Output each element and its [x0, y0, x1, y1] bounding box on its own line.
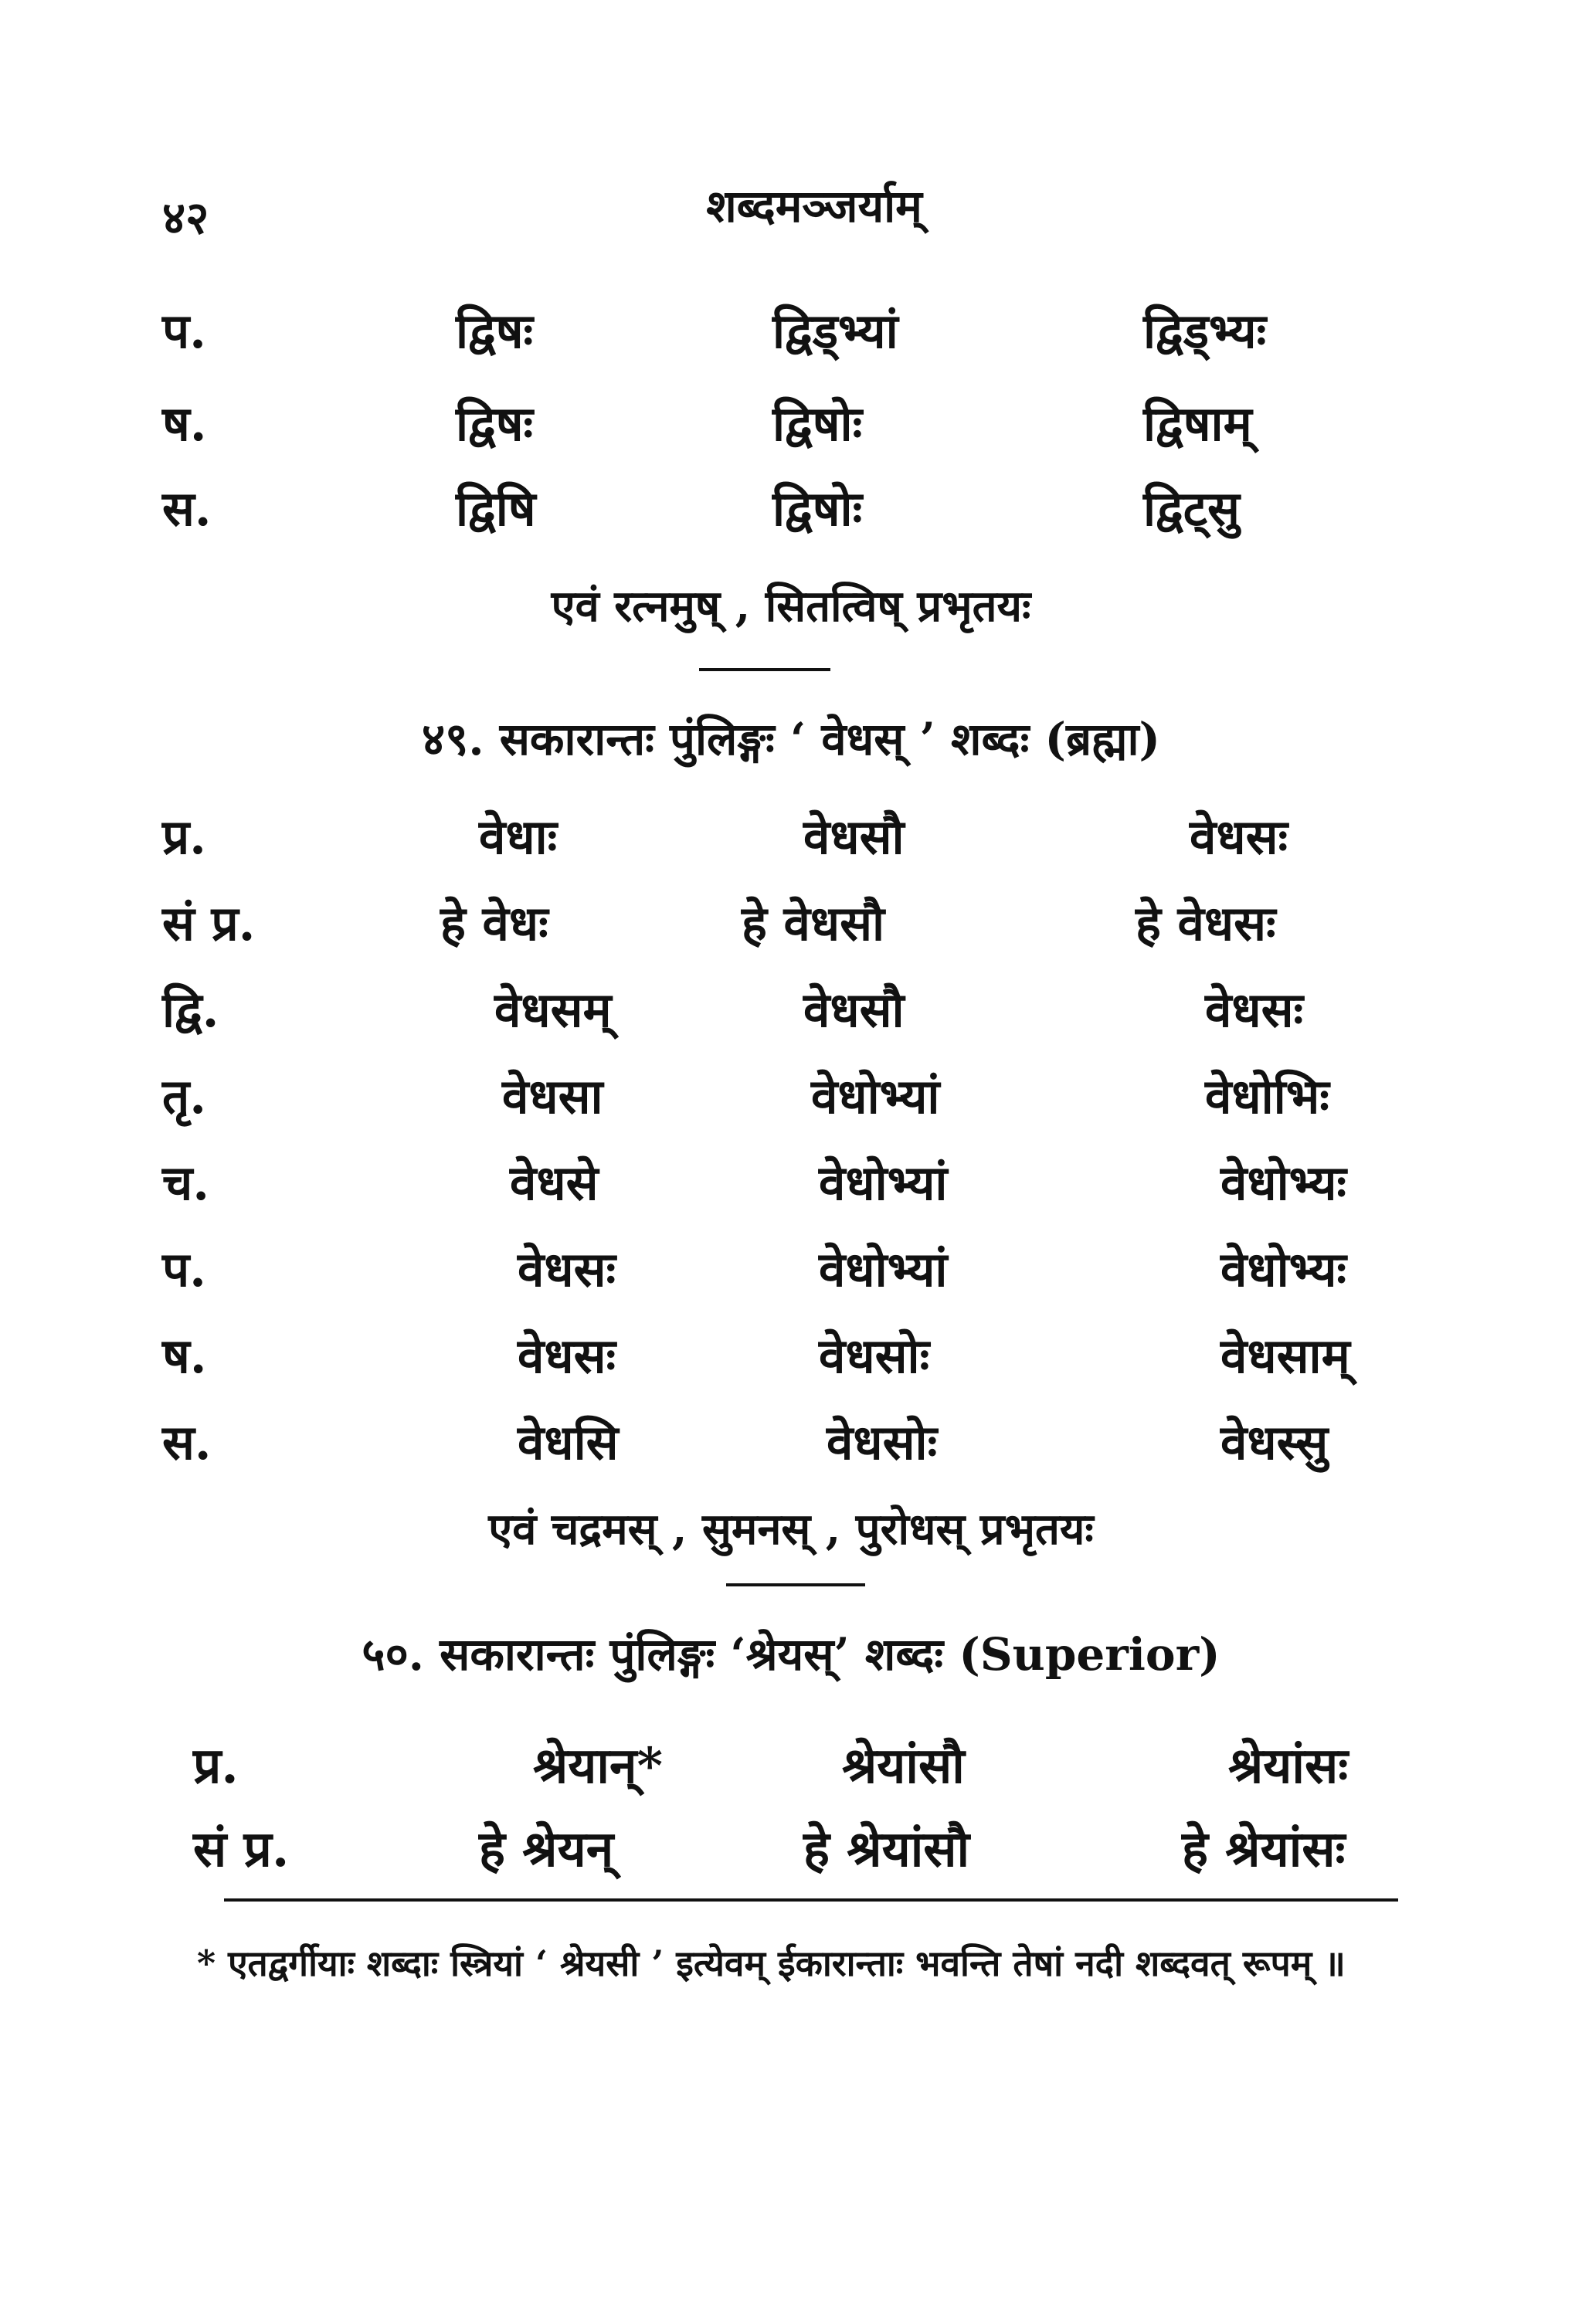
singular-form: द्विषः — [456, 395, 534, 452]
case-label: प. — [162, 1241, 206, 1298]
plural-form: श्रेयांसः — [1228, 1737, 1349, 1795]
table-row — [0, 390, 1582, 475]
singular-form: वेधसे — [510, 1155, 599, 1211]
table-row — [0, 803, 1582, 888]
case-label: द्वि. — [162, 982, 219, 1038]
plural-form: वेधोभिः — [1205, 1068, 1329, 1125]
singular-form: हे श्रेयन् — [479, 1820, 614, 1878]
singular-form: वेधाः — [479, 809, 558, 865]
dual-form: वेधोभ्यां — [819, 1155, 948, 1211]
case-label: ष. — [162, 1328, 207, 1384]
case-label: सं प्र. — [162, 895, 256, 952]
plural-form: वेधसः — [1190, 809, 1288, 865]
dual-form: हे वेधसौ — [742, 895, 885, 952]
case-label: स. — [162, 1414, 212, 1471]
dual-form: वेधोभ्यां — [819, 1241, 948, 1298]
table-row — [0, 1730, 1582, 1815]
table-row — [0, 976, 1582, 1061]
dual-form: वेधसोः — [819, 1328, 930, 1384]
table-row — [0, 1409, 1582, 1494]
note-similar-words: एवं रत्नमुष् , सितत्विष् प्रभृतयः — [551, 581, 1031, 632]
footnote-rule — [224, 1898, 1398, 1902]
plural-form: वेधस्सु — [1220, 1414, 1329, 1471]
running-title: शब्दमञ्जर्याम् — [706, 180, 922, 232]
table-row — [0, 1236, 1582, 1321]
case-label: प्र. — [193, 1737, 239, 1795]
section-divider — [699, 668, 830, 671]
singular-form: श्रेयान्* — [533, 1737, 663, 1795]
singular-form: वेधसः — [518, 1241, 616, 1298]
singular-form: वेधसि — [518, 1414, 619, 1471]
case-label: ष. — [162, 395, 207, 452]
note-similar-words: एवं चद्रमस् , सुमनस् , पुरोधस् प्रभृतयः — [488, 1504, 1094, 1555]
table-row — [0, 297, 1582, 382]
singular-form: वेधसः — [518, 1328, 616, 1384]
singular-form: वेधसा — [502, 1068, 603, 1125]
dual-form: श्रेयांसौ — [842, 1737, 965, 1795]
plural-form: वेधोभ्यः — [1220, 1241, 1346, 1298]
case-label: प्र. — [162, 809, 206, 865]
dual-form: वेधोभ्यां — [811, 1068, 940, 1125]
case-label: तृ. — [162, 1068, 206, 1125]
case-label: प. — [162, 303, 206, 359]
table-row — [0, 1322, 1582, 1407]
plural-form: वेधसाम् — [1220, 1328, 1350, 1384]
table-row — [0, 1063, 1582, 1148]
dual-form: द्विषोः — [772, 480, 863, 537]
section-divider — [726, 1583, 865, 1586]
singular-form: वेधसम् — [494, 982, 612, 1038]
case-label: स. — [162, 480, 212, 537]
section-49-heading: ४९. सकारान्तः पुंलिङ्गः ‘ वेधस् ’ शब्दः (ब्रह्मा) — [422, 713, 1160, 765]
dual-form: द्विड्भ्यां — [772, 303, 898, 359]
table-row — [0, 1813, 1582, 1898]
table-row — [0, 1149, 1582, 1234]
table-row — [0, 475, 1582, 560]
case-label: च. — [162, 1155, 209, 1211]
dual-form: वेधसौ — [803, 809, 905, 865]
plural-form: वेधोभ्यः — [1220, 1155, 1346, 1211]
plural-form: हे श्रेयांसः — [1182, 1820, 1346, 1878]
dual-form: वेधसौ — [803, 982, 905, 1038]
plural-form: हे वेधसः — [1136, 895, 1276, 952]
plural-form: द्विड्भ्यः — [1143, 303, 1267, 359]
plural-form: द्विषाम् — [1143, 395, 1252, 452]
plural-form: द्विट्सु — [1143, 480, 1240, 537]
footnote: * एतद्वर्गीयाः शब्दाः स्त्रियां ‘ श्रेयसी ’ इत्येवम् ईकारान्ताः भवन्ति तेषां नदी शब्दवत् रूपम् ॥ — [197, 1942, 1346, 1984]
dual-form: वेधसोः — [827, 1414, 938, 1471]
page-number: ४२ — [162, 192, 209, 244]
singular-form: द्विषः — [456, 303, 534, 359]
singular-form: द्विषि — [456, 480, 536, 537]
dual-form: हे श्रेयांसौ — [803, 1820, 970, 1878]
plural-form: वेधसः — [1205, 982, 1304, 1038]
table-row — [0, 890, 1582, 975]
case-label: सं प्र. — [193, 1820, 290, 1878]
section-50-heading: ५०. सकारान्तः पुंलिङ्गः ‘श्रेयस्’ शब्दः (Superior) — [362, 1628, 1220, 1681]
singular-form: हे वेधः — [440, 895, 548, 952]
dual-form: द्विषोः — [772, 395, 863, 452]
